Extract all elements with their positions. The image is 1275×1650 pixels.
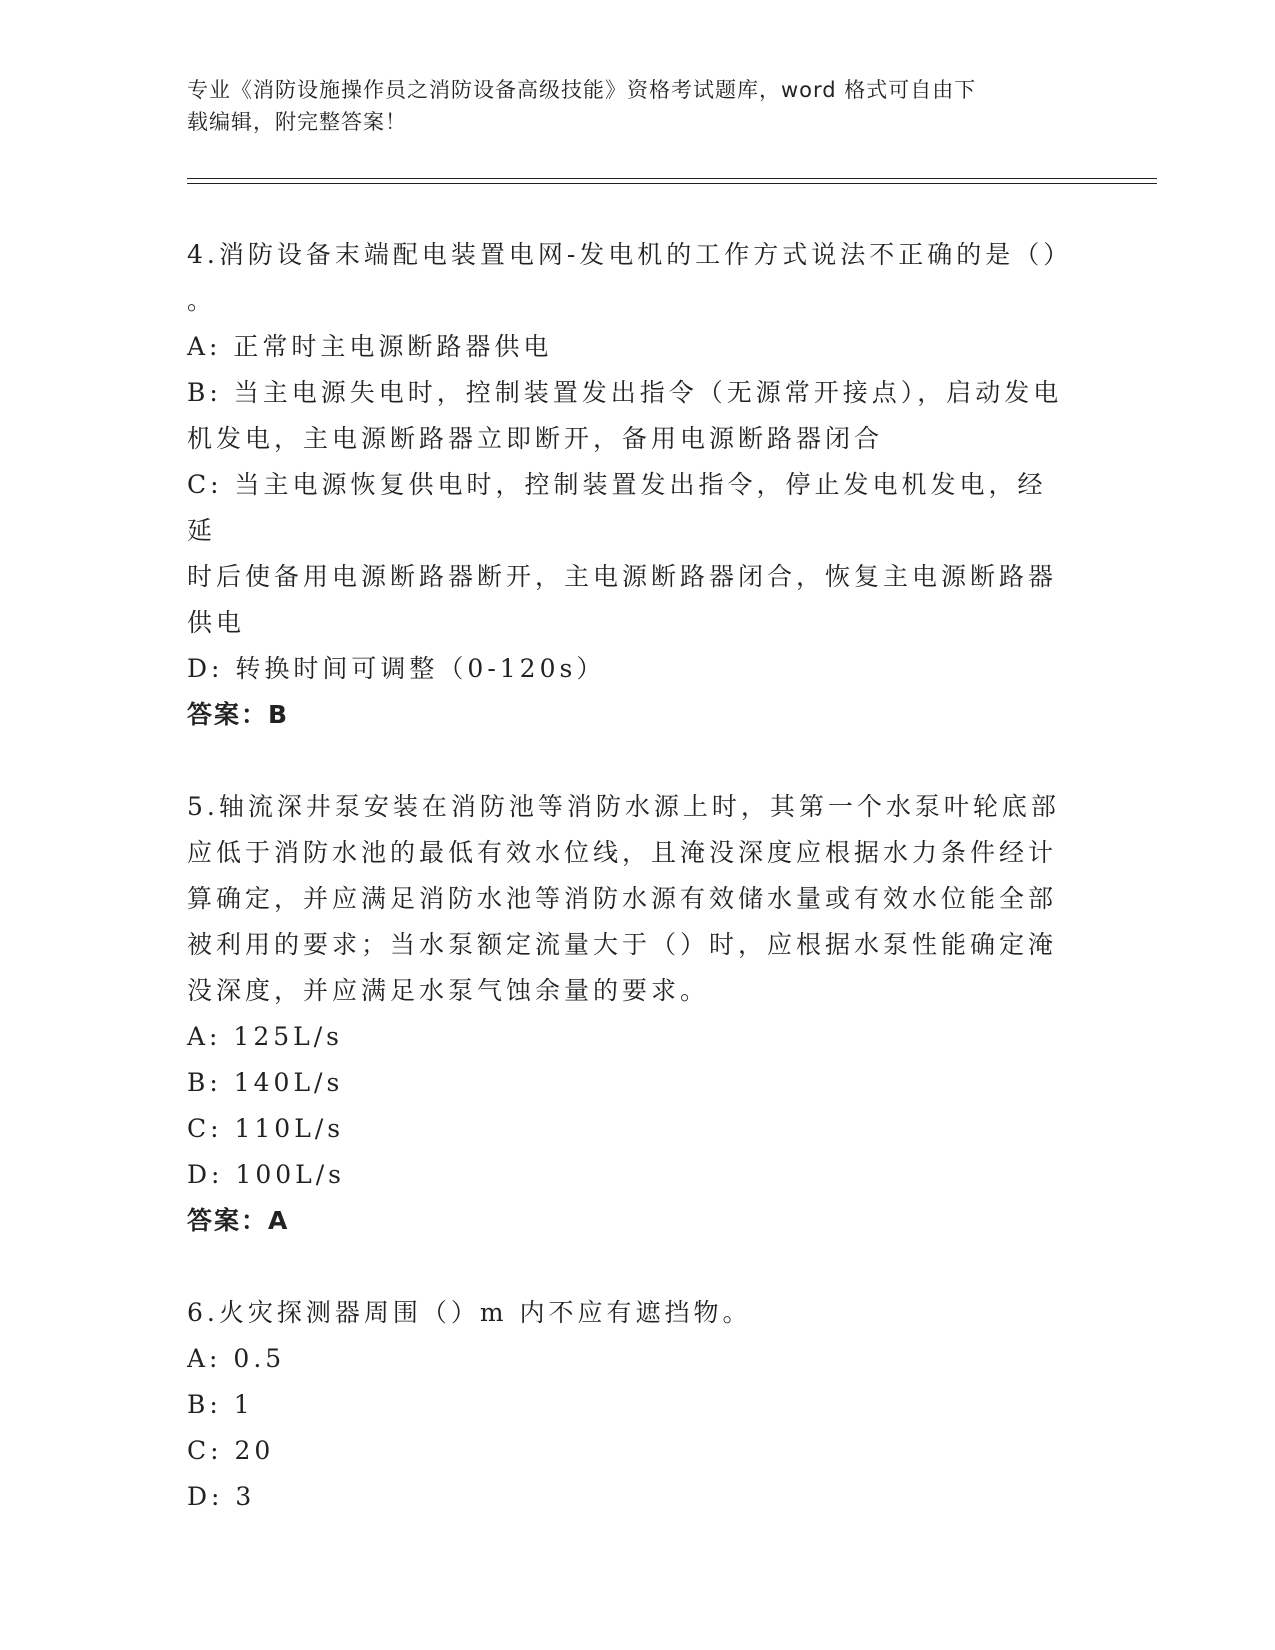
question-stem-line: 没深度，并应满足水泵气蚀余量的要求。 bbox=[187, 976, 710, 1005]
question-list bbox=[187, 232, 1073, 1520]
answer-option-line: D: 100L/s bbox=[187, 1160, 345, 1189]
answer-option-line: C: 当主电源恢复供电时，控制装置发出指令，停止发电机发电，经延 bbox=[187, 470, 1047, 545]
answer-option-line: 机发电，主电源断路器立即断开，备用电源断路器闭合 bbox=[187, 424, 884, 453]
answer-option-line: A: 0.5 bbox=[187, 1344, 286, 1373]
question-stem-line: 5.轴流深井泵安装在消防池等消防水源上时，其第一个水泵叶轮底部 bbox=[187, 792, 1060, 821]
question-block bbox=[187, 1290, 1067, 1520]
question-stem-line: 6.火灾探测器周围（）m 内不应有遮挡物。 bbox=[187, 1298, 752, 1327]
answer-option-line: D: 转换时间可调整（0-120s） bbox=[187, 654, 606, 683]
answer-option-line: A: 125L/s bbox=[187, 1022, 343, 1051]
header-line: 专业《消防设施操作员之消防设备高级技能》资格考试题库，word 格式可自由下 bbox=[187, 78, 977, 102]
question-stem-line: 被利用的要求；当水泵额定流量大于（）时，应根据水泵性能确定淹 bbox=[187, 930, 1058, 959]
answer-option-line: C: 20 bbox=[187, 1436, 275, 1465]
question-stem-line: 应低于消防水池的最低有效水位线，且淹没深度应根据水力条件经计 bbox=[187, 838, 1058, 867]
answer-option-line: A: 正常时主电源断路器供电 bbox=[187, 332, 553, 361]
answer-key: 答案：A bbox=[187, 1206, 290, 1235]
answer-option-line: 供电 bbox=[187, 608, 246, 637]
answer-option-line: C: 110L/s bbox=[187, 1114, 345, 1143]
answer-option-line: B: 140L/s bbox=[187, 1068, 344, 1097]
header-line: 载编辑，附完整答案！ bbox=[187, 110, 407, 134]
question-stem-line: 算确定，并应满足消防水池等消防水源有效储水量或有效水位能全部 bbox=[187, 884, 1058, 913]
answer-option-line: B: 1 bbox=[187, 1390, 254, 1419]
question-stem-line: 4.消防设备末端配电装置电网-发电机的工作方式说法不正确的是（） bbox=[187, 240, 1073, 269]
answer-option-line: B: 当主电源失电时，控制装置发出指令（无源常开接点），启动发电 bbox=[187, 378, 1063, 407]
answer-option-line: 时后使备用电源断路器断开，主电源断路器闭合，恢复主电源断路器 bbox=[187, 562, 1058, 591]
answer-key: 答案：B bbox=[187, 700, 290, 729]
header-divider-bottom bbox=[187, 183, 1157, 184]
question-block bbox=[187, 232, 1073, 738]
answer-option-line: D: 3 bbox=[187, 1482, 256, 1511]
document-header bbox=[187, 74, 1067, 138]
question-stem-line: 。 bbox=[187, 286, 217, 315]
header-divider-top bbox=[187, 178, 1157, 179]
question-block bbox=[187, 784, 1067, 1244]
